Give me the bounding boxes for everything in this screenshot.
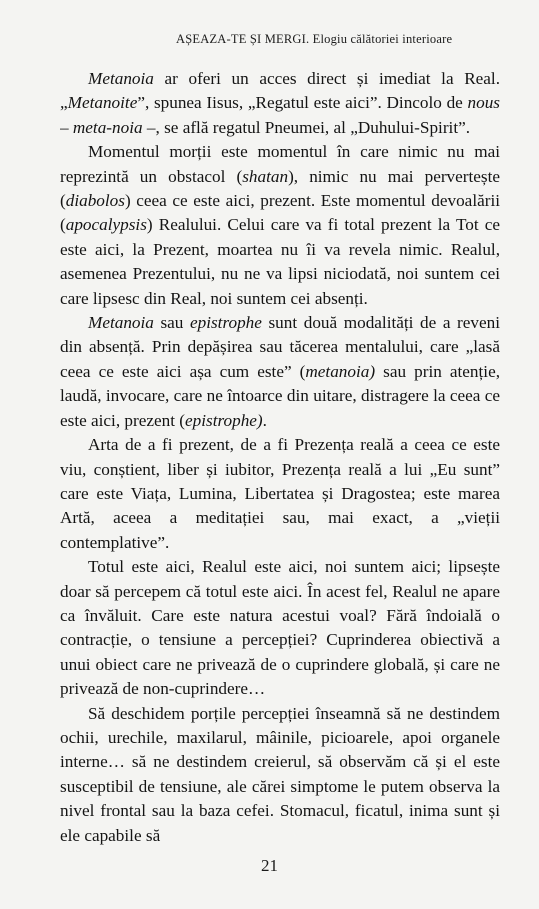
paragraph-moment-of-death [60,140,500,311]
page-number: 21 [261,856,278,875]
text-run: , se află regatul Pneumei, al „Duhului-Spirit”. [155,117,471,137]
text-run: Totul este aici, Realul este aici, noi suntem aici; lipsește doar să percepem că totul este aici. În acest fel, Realul ne apare ca învăluit. Care este natura acestui voal? Fără îndoială o contracție, o tensiune a percepției? Cuprinderea obiectivă a unui obiect care ne privează de o cuprindere globală, și care ne privează de non-cuprindere… [60,557,500,699]
paragraph-return-from-absence [60,311,500,433]
paragraph-metanoia-access [60,67,500,140]
paragraph-art-of-presence [60,433,500,555]
text-run: . [262,410,267,430]
italic-term: Metanoia [88,69,154,88]
italic-term: epistrophe) [185,410,263,430]
text-run: sunt două modalități de a reveni din absență. Prin depășirea sau tăcerea mentalului, care „lasă ceea ce este aici așa cum este” ( [60,313,500,381]
italic-term: nous – meta-noia – [60,93,500,137]
italic-term: epistrophe [189,313,262,333]
text-run: sau prin atenție, laudă, invocare, care ne întoarce din uitare, distragere la ceea ce este aici, prezent ( [60,361,500,430]
text-run: Să deschidem porțile percepției înseamnă să ne destindem ochii, urechile, maxilarul, mâinile, picioarele, apoi organele interne… să ne destindem creierul, să observăm că și el este susceptibil de tensiune, ale cărei simptome le putem observa la nivel frontal sau la baza cefei. Stomacul, ficatul, inima sunt și ele capabile să [60,703,500,845]
text-run: ), nimic nu mai pervertește ( [60,166,500,211]
italic-term: Metanoite [67,93,138,113]
text-run: ”, spunea Iisus, „Regatul este aici”. Dincolo de [137,93,468,113]
text-run: ) ceea ce este aici, prezent. Este momentul devoalării ( [60,191,500,235]
italic-term: apocalypsis [65,215,147,235]
text-run: Momentul morții este momentul în care nimic nu mai reprezintă un obstacol ( [60,142,500,186]
text-run: sau [153,313,190,333]
italic-term: Metanoia [88,313,154,333]
italic-term: diabolos [65,191,125,211]
italic-term: metanoia) [305,361,376,381]
paragraph-real-is-here [60,555,500,701]
text-run: ) Realului. Celui care va fi total prezent la Tot ce este aici, la Prezent, moartea nu îi va revela nimic. Realul, asemenea Prezentului, nu ne va lipsi niciodată, noi suntem cei care lipsesc din Real, noi suntem cei absenți. [60,215,500,308]
text-run: Arta de a fi prezent, de a fi Prezența reală a ceea ce este viu, conștient, liber și iubitor, Prezența reală a lui „Eu sunt” care este Viața, Lumina, Libertatea și Dragostea; este marea Artă, aceea a meditației sau, mai exact, a „vieții contemplative”. [60,435,500,552]
paragraph-open-perception [60,702,500,848]
running-header: AȘEAZA-TE ȘI MERGI. Elogiu călătoriei interioare [176,32,453,46]
page-body [60,67,500,850]
italic-term: shatan [242,166,289,186]
text-run: ar oferi un acces direct și imediat la Real. „ [60,69,500,113]
